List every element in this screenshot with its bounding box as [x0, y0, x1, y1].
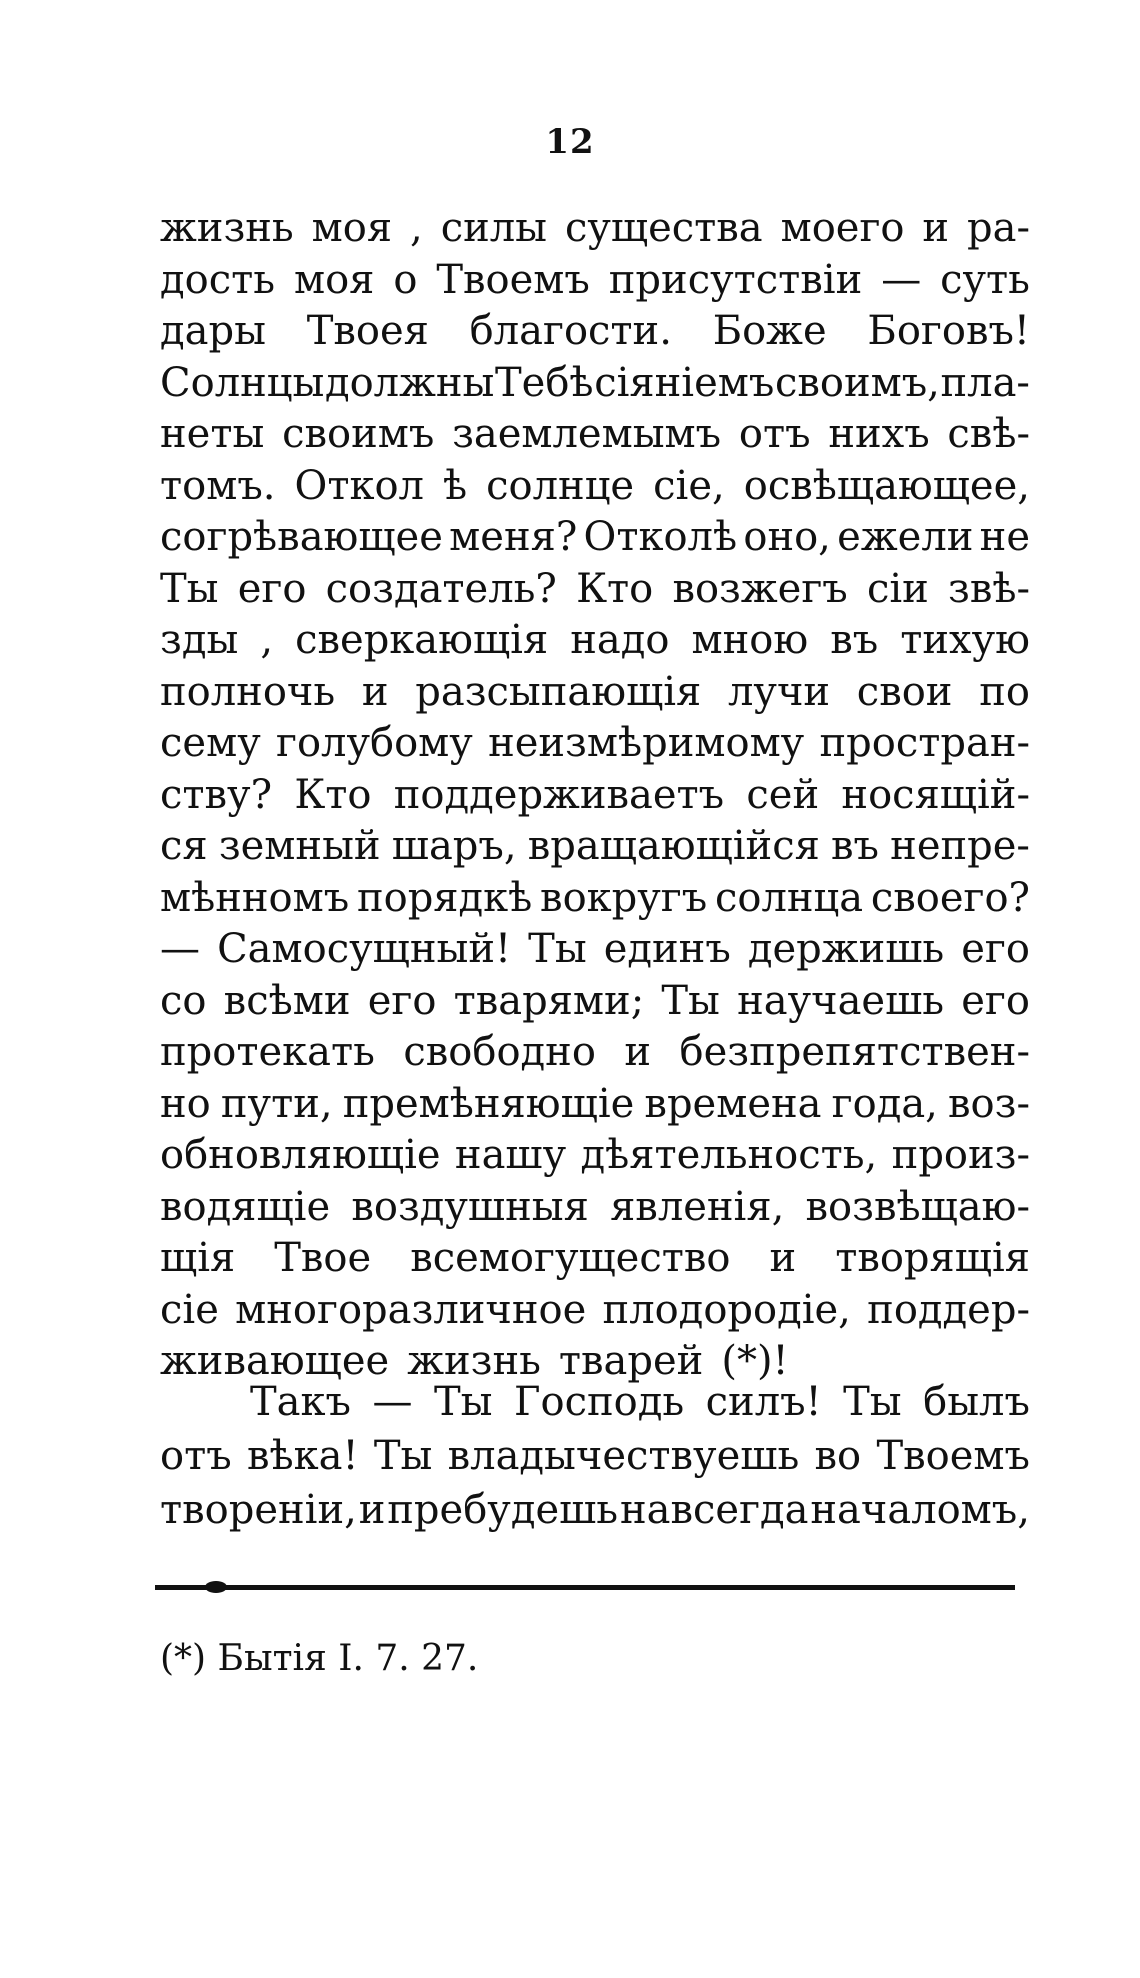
text-line: полночь и разсыпающія лучи свои по — [160, 668, 1030, 715]
text-line: согрѣвающее меня? Отколѣ оно, ежели не — [160, 514, 1030, 560]
text-line: неты своимъ заемлемымъ отъ нихъ свѣ- — [160, 411, 1030, 457]
text-line: Такъ — Ты Господь силъ! Ты былъ — [250, 1379, 1030, 1425]
text-line: щія Твое всемогущество и творящія — [160, 1235, 1030, 1281]
text-line: ся земный шаръ, вращающійся въ непре- — [160, 823, 1030, 869]
text-line: дость моя о Твоемъ присутствіи — суть — [160, 256, 1030, 303]
text-line: водящіе воздушныя явленія, возвѣщаю- — [160, 1183, 1030, 1230]
text-line: зды , сверкающія надо мною въ тихую — [160, 617, 1030, 663]
text-line: мѣнномъ порядкѣ вокругъ солнца своего? — [160, 874, 1030, 921]
text-line: — Самосущный! Ты единъ держишь его — [160, 926, 1030, 972]
footnote: (*) Бытія I. 7. 27. — [160, 1638, 479, 1679]
text-line: дары Твоея благости. Боже Боговъ! — [160, 308, 1030, 354]
text-line: Ты его создатель? Кто возжегъ сіи звѣ- — [160, 565, 1030, 612]
paragraph-second — [160, 1379, 1030, 1544]
text-line: протекать свободно и безпрепятствен- — [160, 1029, 1030, 1075]
text-line: твореніи, и пребудешь навсегда началомъ, — [160, 1487, 1030, 1533]
text-line: обновляющіе нашу дѣятельность, произ- — [160, 1132, 1030, 1178]
text-line: сему голубому неизмѣримому простран- — [160, 720, 1030, 766]
text-line: Солнцы должны Тебѣ сіяніемъ своимъ, пла- — [160, 359, 1030, 406]
text-line: томъ. Откол ѣ солнце сіе, освѣщающее, — [160, 462, 1030, 509]
text-line: ству? Кто поддерживаетъ сей носящій- — [160, 771, 1030, 818]
text-line: отъ вѣка! Ты владычествуешь во Твоемъ — [160, 1433, 1030, 1479]
text-line: сіе многоразличное плодородіе, поддер- — [160, 1286, 1030, 1333]
text-line: жизнь моя , силы существа моего и ра- — [160, 205, 1030, 251]
paragraph-main — [160, 205, 1030, 1393]
page-number: 12 — [545, 122, 595, 162]
text-line: живающее жизнь тварей (*)! — [160, 1338, 789, 1384]
footnote-separator-rule — [155, 1585, 1015, 1590]
text-line: со всѣми его тварями; Ты научаешь его — [160, 977, 1030, 1024]
text-line: но пути, премѣняющіе времена года, воз- — [160, 1080, 1030, 1127]
separator-ornament — [205, 1581, 227, 1593]
